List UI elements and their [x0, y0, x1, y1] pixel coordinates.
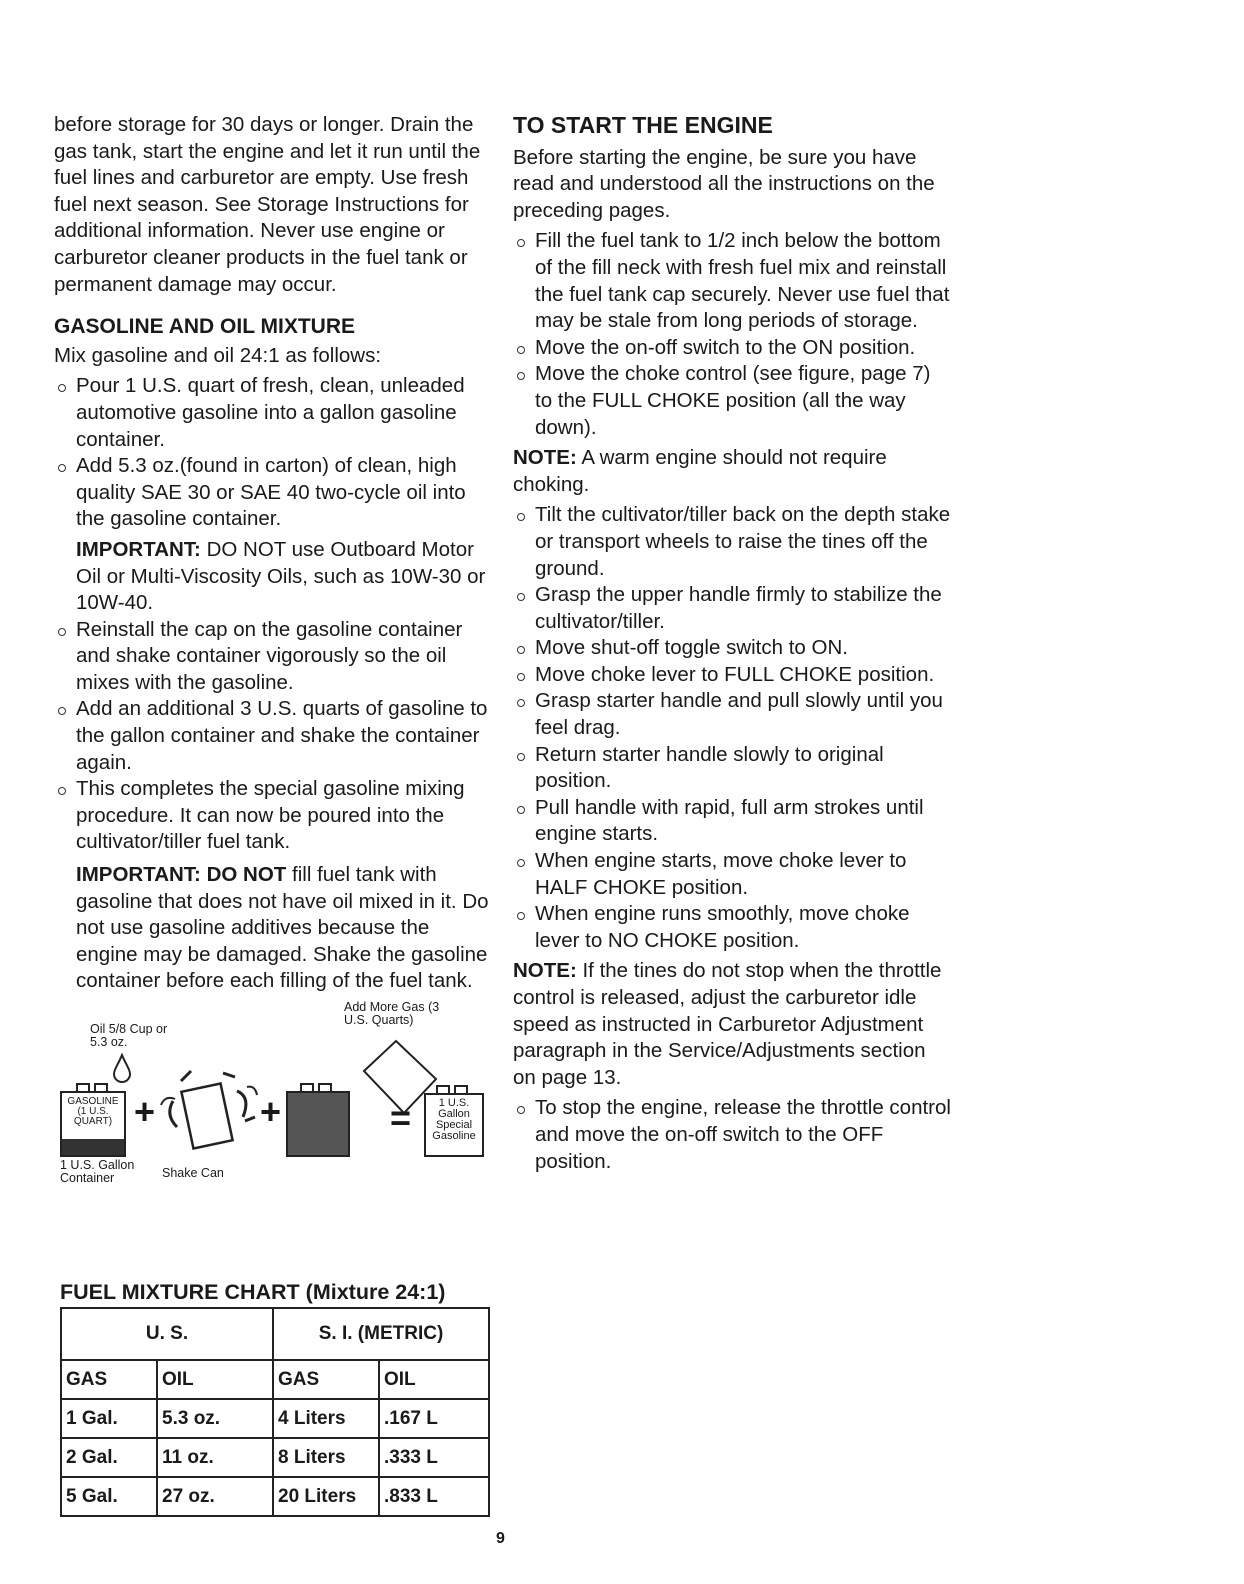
column-header: GAS	[61, 1360, 157, 1399]
oil-label: Oil 5/8 Cup or 5.3 oz.	[90, 1022, 168, 1049]
mixture-step-text: Add 5.3 oz.(found in carton) of clean, high quality SAE 30 or SAE 40 two-cycle oil into the gasoline container.	[76, 454, 466, 531]
start-step: Return starter handle slowly to original position.	[513, 742, 953, 795]
table-cell: 8 Liters	[273, 1438, 379, 1477]
gasoline-can-text: GASOLINE (1 U.S. QUART)	[67, 1096, 119, 1127]
start-steps	[513, 502, 953, 954]
start-step: Grasp the upper handle firmly to stabilize the cultivator/tiller.	[513, 582, 953, 635]
gallon-container-label: 1 U.S. Gallon Container	[60, 1158, 135, 1185]
storage-paragraph: before storage for 30 days or longer. Drain the gas tank, start the engine and let it run until the fuel lines and carburetor are empty. Use fresh fuel next season. See Storage Instructions for additional information. Never use engine or carburetor cleaner products in the fuel tank or permanent damage may occur.	[54, 113, 481, 296]
mixture-step: Reinstall the cap on the gasoline container and shake container vigorously so the oil mixes with the gasoline.	[54, 617, 494, 697]
page-number: 9	[496, 1530, 505, 1547]
start-step: Move the on-off switch to the ON position.	[513, 335, 953, 362]
important-text: DO NOT use Outboard Motor Oil or Multi-Viscosity Oils, such as 10W-30 or 10W-40.	[76, 537, 486, 615]
note-text: If the tines do not stop when the throttle control is released, adjust the carburetor idle speed as instructed in Carburetor Adjustment paragraph in the Service/Adjustments section on page 13.	[513, 959, 942, 1089]
start-step: To stop the engine, release the throttle control and move the on-off switch to the OFF position.	[513, 1095, 953, 1175]
stop-steps	[513, 1095, 953, 1175]
gasoline-can-icon	[60, 1091, 126, 1157]
table-cell: 27 oz.	[157, 1477, 273, 1516]
start-step: Tilt the cultivator/tiller back on the depth stake or transport wheels to raise the tines off the ground.	[513, 502, 953, 582]
column-header: GAS	[273, 1360, 379, 1399]
important-label: IMPORTANT:	[76, 863, 201, 887]
start-engine-heading: TO START THE ENGINE	[513, 112, 773, 138]
shake-can-label: Shake Can	[162, 1166, 224, 1180]
important-note-fill	[76, 862, 494, 995]
start-step: Move the choke control (see figure, page 7) to the FULL CHOKE position (all the way down).	[513, 361, 953, 441]
table-cell: .167 L	[379, 1399, 489, 1438]
equals-sign: =	[390, 1097, 412, 1138]
start-engine-intro: Before starting the engine, be sure you have read and understood all the instructions on the preceding pages.	[513, 145, 935, 222]
mixture-step-text: This completes the special gasoline mixing procedure. It can now be poured into the cultivator/tiller fuel tank.	[76, 777, 465, 854]
table-group-row	[61, 1308, 489, 1360]
important-label: IMPORTANT:	[76, 537, 201, 561]
note-label: NOTE:	[513, 446, 577, 470]
table-cell: 11 oz.	[157, 1438, 273, 1477]
table-header-row	[61, 1360, 489, 1399]
important-text: fill fuel tank with gasoline that does not have oil mixed in it. Do not use gasoline additives because the engine may be damaged. Shake the gasoline container before each filling of the fuel tank.	[76, 863, 489, 993]
oil-drop-icon	[110, 1053, 134, 1083]
plus-sign: +	[134, 1091, 156, 1132]
mixture-step: Add an additional 3 U.S. quarts of gasoline to the gallon container and shake the container again.	[54, 696, 494, 776]
start-steps	[513, 228, 953, 441]
note-label: NOTE:	[513, 959, 577, 983]
note-warm-engine	[513, 445, 953, 498]
mixture-heading: GASOLINE AND OIL MIXTURE	[54, 315, 356, 339]
table-row	[61, 1477, 489, 1516]
important-do-not: DO NOT	[200, 863, 287, 887]
start-step: Fill the fuel tank to 1/2 inch below the bottom of the fill neck with fresh fuel mix and reinstall the fuel tank cap securely. Never use fuel that may be stale from long periods of storage.	[513, 228, 953, 334]
mixture-intro: Mix gasoline and oil 24:1 as follows:	[54, 343, 382, 367]
mixture-step	[54, 776, 494, 995]
mixing-diagram	[54, 1001, 494, 1211]
table-cell: .333 L	[379, 1438, 489, 1477]
si-group-header: S. I. (METRIC)	[273, 1308, 489, 1360]
table-cell: 2 Gal.	[61, 1438, 157, 1477]
note-text: A warm engine should not require choking.	[513, 446, 887, 496]
table-cell: 4 Liters	[273, 1399, 379, 1438]
column-header: OIL	[157, 1360, 273, 1399]
start-step: Grasp starter handle and pull slowly until you feel drag.	[513, 688, 953, 741]
start-step: Move shut-off toggle switch to ON.	[513, 635, 953, 662]
mixture-steps	[54, 373, 494, 995]
important-note-oil	[76, 537, 494, 617]
mixture-step: Pour 1 U.S. quart of fresh, clean, unleaded automotive gasoline into a gallon gasoline container.	[54, 373, 494, 453]
start-step: When engine starts, move choke lever to HALF CHOKE position.	[513, 848, 953, 901]
table-row	[61, 1399, 489, 1438]
special-gasoline-text: 1 U.S. Gallon Special Gasoline	[432, 1097, 476, 1142]
table-cell: 1 Gal.	[61, 1399, 157, 1438]
plus-sign: +	[260, 1091, 282, 1132]
fuel-mixture-table	[60, 1307, 490, 1517]
fuel-can-icon	[286, 1091, 350, 1157]
table-cell: 5.3 oz.	[157, 1399, 273, 1438]
table-cell: 5 Gal.	[61, 1477, 157, 1516]
start-step: When engine runs smoothly, move choke lever to NO CHOKE position.	[513, 901, 953, 954]
fuel-mixture-chart	[60, 1280, 492, 1517]
column-header: OIL	[379, 1360, 489, 1399]
start-step: Move choke lever to FULL CHOKE position.	[513, 662, 953, 689]
left-column	[54, 112, 494, 1211]
add-gas-label: Add More Gas (3 U.S. Quarts)	[344, 1000, 440, 1027]
table-cell: 20 Liters	[273, 1477, 379, 1516]
us-group-header: U. S.	[61, 1308, 273, 1360]
shake-can-icon	[159, 1061, 259, 1161]
start-step: Pull handle with rapid, full arm strokes until engine starts.	[513, 795, 953, 848]
mixture-step	[54, 453, 494, 617]
right-column	[513, 112, 953, 1175]
special-gasoline-can-icon	[424, 1093, 484, 1157]
table-cell: .833 L	[379, 1477, 489, 1516]
table-row	[61, 1438, 489, 1477]
note-idle-speed	[513, 958, 953, 1091]
chart-title: FUEL MIXTURE CHART (Mixture 24:1)	[60, 1280, 446, 1304]
